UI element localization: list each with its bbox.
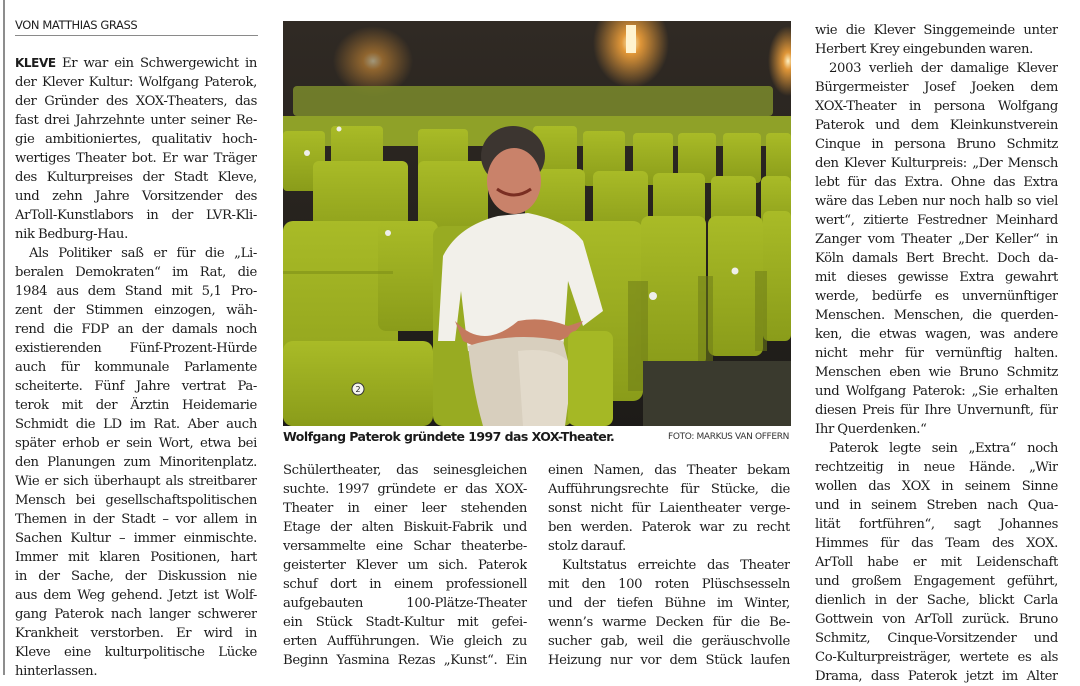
svg-text:2: 2 — [355, 385, 361, 394]
page-left-border-rule — [3, 0, 5, 675]
article-text-line: Kleve eine kulturpolitische Lücke — [15, 645, 257, 660]
article-text-line: wollen das XOX in seinem Sinne — [815, 479, 1058, 494]
article-text-line: und der tiefen Bühne im Winter, — [548, 596, 790, 611]
article-text-line: den Planungen zum Minoritenplatz. — [15, 455, 257, 470]
article-text-line: Drama, dass Paterok jetzt im Alter — [815, 669, 1058, 684]
article-text-line: 1984 aus dem Stand mit 5,1 Pro- — [15, 284, 257, 299]
article-text-line: zent der Stimmen einzogen, wäh- — [15, 303, 257, 318]
article-text-line: der Gründer des XOX-Theaters, das — [15, 94, 257, 109]
article-text-line: den Klever Kulturpreis: „Der Mensch — [815, 156, 1058, 171]
photo-credit: FOTO: MARKUS VAN OFFERN — [668, 432, 789, 442]
article-text-line: beralen Demokraten“ im Rat, die — [15, 265, 257, 280]
article-text-line: Kultstatus erreichte das Theater — [562, 558, 790, 573]
article-text-line: Krankheit verstorben. Er wird in — [15, 626, 257, 641]
article-text-line: später erhob er sein Wort, etwa bei — [15, 436, 257, 451]
article-column-3 — [548, 461, 790, 670]
article-text-line: einen Namen, das Theater bekam — [548, 463, 790, 478]
article-text-line: Paterok und dem Kleinkunstverein — [815, 118, 1058, 133]
article-text-line: Etage der alten Biskuit-Fabrik und — [283, 520, 527, 535]
article-text-line: diesen Preis für Ihre Unvernunft, für — [815, 403, 1058, 418]
article-text-line: erten Aufführungen. Wie gleich zu — [283, 634, 527, 649]
article-text-line: Sachen Kultur – immer einmischte. — [15, 531, 257, 546]
article-text-line: hinterlassen. — [15, 664, 98, 679]
article-text-line: sonst nicht für Laientheater verge- — [548, 501, 790, 516]
article-text-line: stolz darauf. — [548, 539, 626, 554]
article-text-line: in der Sache, der Diskussion nie — [15, 569, 257, 584]
article-text-line: suchte. 1997 gründete er das XOX- — [283, 482, 527, 497]
article-text-line: terok mit der Ärztin Heidemarie — [15, 398, 257, 413]
article-column-2 — [283, 461, 527, 670]
article-text-line: Cinque in persona Bruno Schmitz — [815, 137, 1058, 152]
article-text-line: gang Paterok nach langer schwerer — [15, 607, 257, 622]
article-text-line: dienlich in der Sache, blickt Carla — [815, 593, 1058, 608]
article-text-line: aufgebauten 100-Plätze-Theater — [283, 596, 527, 611]
article-text-line: existierenden Fünf-Prozent-Hürde — [15, 341, 257, 356]
article-text-line: Schmitz, Cinque-Vorsitzender und — [815, 631, 1058, 646]
article-text-line: scheiterte. Fünf Jahre vertrat Pa- — [15, 379, 257, 394]
article-text-line: Mensch bei gesellschaftspolitischen — [15, 493, 257, 508]
article-text-line: Köln damals Bert Brecht. Doch da- — [815, 251, 1058, 266]
article-text-line: nik Bedburg-Hau. — [15, 227, 128, 242]
article-text-line: mit dieses gewisse Extra gewahrt — [815, 270, 1058, 285]
article-dateline: KLEVE — [15, 56, 56, 70]
article-text-line: ArToll habe er mit Leidenschaft — [815, 555, 1058, 570]
article-text-line: werde, bedürfe es unvernünftiger — [815, 289, 1058, 304]
article-text-line: Gottwein von ArToll zurück. Bruno — [815, 612, 1058, 627]
article-text-line: mit den 100 roten Plüschsesseln — [548, 577, 790, 592]
article-text-line: Ihr Querdenken.“ — [815, 422, 927, 437]
article-text-line: Wie er sich überhaupt als streitbarer — [15, 474, 257, 489]
article-text-line: wäre das Leben nur noch halb so viel — [815, 194, 1058, 209]
article-text-line: Bürgermeister Josef Joeken dem — [815, 80, 1058, 95]
article-text-line: und Wolfgang Paterok: „Sie erhalten — [815, 384, 1058, 399]
article-text-line: Heizung nur vor dem Stück laufen — [548, 653, 790, 668]
article-text-line: Herbert Krey eingebunden waren. — [815, 42, 1033, 57]
article-text-line: wert“, zitierte Festredner Meinhard — [815, 213, 1058, 228]
article-text-line: Theater in einer leer stehenden — [283, 501, 527, 516]
article-text-line: rechtzeitig in neue Hände. „Wir — [815, 460, 1058, 475]
article-text-line: wenn’s warme Decken für die Be- — [548, 615, 790, 630]
article-text-line: Beginn Yasmina Rezas „Kunst“. Ein — [283, 653, 527, 668]
article-text-line: Themen in der Stadt – vor allem in — [15, 512, 257, 527]
article-text-line: rend die FDP an der damals noch — [15, 322, 257, 337]
article-text-line: Menschen. Menschen, die querden- — [815, 308, 1058, 323]
article-text-line: schuf dort in einem professionell — [283, 577, 527, 592]
article-text-line: ken, die etwas wagen, was andere — [815, 327, 1058, 342]
article-text-line: KLEVE Er war ein Schwergewicht in — [15, 56, 257, 71]
article-text-line: des Kulturpreises der Stadt Kleve, — [15, 170, 257, 185]
article-text-line: wertiges Theater bot. Er war Träger — [15, 151, 257, 166]
article-text-line: auch für kommunale Parlamente — [15, 360, 257, 375]
article-text-line: Aufführungsrechte für Stücke, die — [548, 482, 790, 497]
article-text-line: Zanger vom Theater „Der Keller“ in — [815, 232, 1058, 247]
article-text-line: Paterok legte sein „Extra“ noch — [829, 441, 1058, 456]
article-photo — [283, 21, 791, 426]
article-text-line: Menschen eben wie Bruno Schmitz — [815, 365, 1058, 380]
article-text-line: ein Stück Stadt-Kultur mit gefei- — [283, 615, 527, 630]
photo-caption-text: Wolfgang Paterok gründete 1997 das XOX-Theater. — [283, 429, 615, 444]
article-text-line: und großem Engagement geführt, — [815, 574, 1058, 589]
article-text-line: wie die Klever Singgemeinde unter — [815, 23, 1058, 38]
article-text-line: und in seinem Streben nach Qua- — [815, 498, 1058, 513]
article-text-line: ArToll-Kunstlabors in der LVR-Kli- — [15, 208, 257, 223]
article-byline: VON MATTHIAS GRASS — [15, 18, 258, 36]
article-text-line: lebt für das Extra. Ohne das Extra — [815, 175, 1058, 190]
article-text-line: lität fortführen“, sagt Johannes — [815, 517, 1058, 532]
article-text-line: Schmidt die LD im Rat. Aber auch — [15, 417, 257, 432]
article-text-line: gie ambitioniertes, qualitativ hoch- — [15, 132, 257, 147]
article-text-line: versammelte eine Schar theaterbe- — [283, 539, 527, 554]
article-text-line: fast drei Jahrzehnte unter seiner Re- — [15, 113, 257, 128]
theater-seats-photo-illustration — [283, 21, 791, 426]
article-text-line: Schülertheater, das seinesgleichen — [283, 463, 527, 478]
article-text-line: geisterter Klever um sich. Paterok — [283, 558, 527, 573]
article-column-4 — [815, 21, 1058, 686]
article-text-line: und zehn Jahre Vorsitzender des — [15, 189, 257, 204]
photo-caption — [283, 429, 791, 447]
article-text-line: Co-Kulturpreisträger, wertete es als — [815, 650, 1058, 665]
article-text-line: Immer mit klaren Positionen, hart — [15, 550, 257, 565]
article-text-line: Himmes für das Team des XOX. — [815, 536, 1058, 551]
article-text-line: sucher gab, weil die geräuschvolle — [548, 634, 790, 649]
article-column-1 — [15, 54, 257, 681]
article-text-line: Als Politiker saß er für die „Li- — [29, 246, 257, 261]
article-text-line: ben werden. Paterok war zu recht — [548, 520, 790, 535]
article-text-line: der Klever Kultur: Wolfgang Paterok, — [15, 75, 257, 90]
article-text-line: XOX-Theater in persona Wolfgang — [815, 99, 1058, 114]
article-text-line: nicht mehr für vernünftig halten. — [815, 346, 1058, 361]
article-text-line: aus dem Weg gehend. Jetzt ist Wolf- — [15, 588, 257, 603]
article-text-line: 2003 verlieh der damalige Klever — [829, 61, 1058, 76]
